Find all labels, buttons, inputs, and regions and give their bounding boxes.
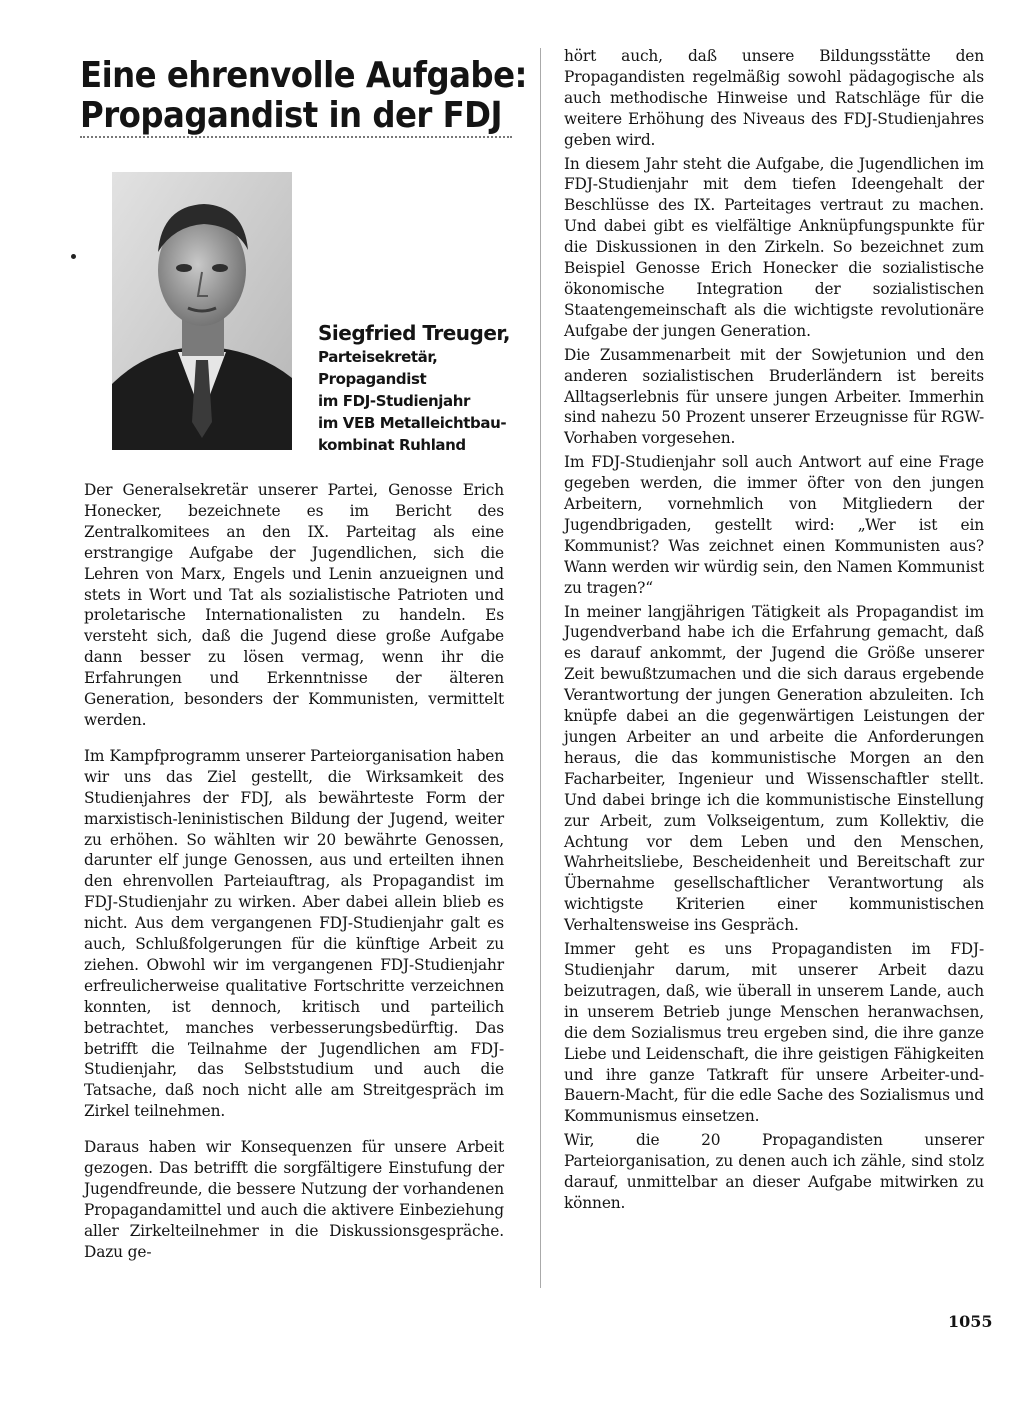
page-number: 1055	[948, 1312, 993, 1331]
body-paragraph: Immer geht es uns Propagandisten im FDJ-Studienjahr darum, mit unserer Arbeit dazu beizutragen, daß, wie überall in unserem Lande, auch in unserem Betrieb junge Menschen heranwachsen, die dem Sozialismus treu ergeben sind, die ihre ganze Liebe und Leidenschaft, die ihre geistigen Fähigkeiten und ihre ganze Tatkraft für unsere Arbeiter-und-Bauern-Macht, für die edle Sache des Sozialismus und Kommunismus einsetzen.	[564, 940, 984, 1126]
body-paragraph: In meiner langjährigen Tätigkeit als Propagandist im Jugendverband habe ich die Erfahrung gemacht, daß es darauf ankommt, der Jugend die Größe unserer Zeit bewußtzumachen und die sich daraus ergebende Verantwortung der jungen Generation abzuleiten. Ich knüpfe dabei an die gegenwärtigen Leistungen der jungen Arbeiter an und arbeite die Anforderungen heraus, die das kommunistische Morgen an den Facharbeiter, Ingenieur und Wissenschaftler stellt. Und dabei bringe ich die kommunistische Einstellung zur Arbeit, zum Volkseigentum, zum Kollektiv, die Achtung vor dem Leben und den Menschen, Wahrheitsliebe, Bescheidenheit und Bereitschaft zur Übernahme gesellschaftlicher Verantwortung als wichtigste Kriterien einer kommunistischen Verhaltensweise ins Gespräch.	[564, 602, 984, 935]
caption-name: Siegfried Treuger,	[318, 321, 510, 345]
body-paragraph: Im Kampfprogramm unserer Parteiorganisation haben wir uns das Ziel gestellt, die Wirksamkeit des Studienjahres der FDJ, als bewährteste Form der marxistisch-leninistischen Bildung der Jugend, weiter zu erhöhen. So wählten wir 20 bewährte Genossen, darunter elf junge Genossen, aus und erteilten ihnen den ehrenvollen Parteiauftrag, als Propagandist im FDJ-Studienjahr zu wirken. Aber dabei allein blieb es nicht. Aus dem vergangenen FDJ-Studienjahr galt es auch, Schlußfolgerungen für die künftige Arbeit zu ziehen. Obwohl wir im vergangenen FDJ-Studienjahr erfreulicherweise qualitative Fortschritte verzeichnen konnten, ist dennoch, kritisch und parteilich betrachtet, manches verbesserungsbedürftig. Das betrifft die Teilnahme der Jugendlichen am FDJ-Studienjahr, das Selbststudium und auch die Tatsache, daß noch nicht alle am Streitgespräch im Zirkel teilnehmen.	[84, 746, 504, 1121]
photo-caption	[318, 320, 528, 456]
caption-line: Propagandist	[318, 370, 427, 388]
print-speck	[71, 254, 76, 259]
headline-line-1: Eine ehrenvolle Aufgabe:	[80, 55, 527, 96]
right-column	[564, 46, 984, 1214]
headline-rule	[80, 136, 512, 138]
portrait-photo	[112, 172, 292, 450]
headline	[80, 55, 527, 136]
left-column	[84, 480, 504, 1263]
caption-line: kombinat Ruhland	[318, 436, 466, 454]
body-paragraph: Wir, die 20 Propagandisten unserer Parteiorganisation, zu denen auch ich zähle, sind stolz darauf, unmittelbar an dieser Aufgabe mitwirken zu können.	[564, 1131, 984, 1212]
body-paragraph: Die Zusammenarbeit mit der Sowjetunion und den anderen sozialistischen Bruderländern ist bereits Alltagserlebnis für unsere jungen Arbeiter. Immerhin sind nahezu 50 Prozent unserer Erzeugnisse für RGW-Vorhaben vorgesehen.	[564, 345, 984, 448]
body-paragraph: Der Generalsekretär unserer Partei, Genosse Erich Honecker, bezeichnete es im Bericht des Zentralkomitees an den IX. Parteitag als eine erstrangige Aufgabe der Jugendlichen, sich die Lehren von Marx, Engels und Lenin anzueignen und stets in Wort und Tat als sozialistische Patrioten und proletarische Internationalisten zu handeln. Es versteht sich, daß die Jugend diese große Aufgabe dann besser zu lösen vermag, wenn ihr die Erfahrungen und Erkenntnisse der älteren Generation, besonders der Kommunisten, vermittelt werden.	[84, 481, 504, 729]
caption-line: im VEB Metalleichtbau-	[318, 414, 507, 432]
caption-line: Parteisekretär,	[318, 348, 438, 366]
headline-line-2: Propagandist in der FDJ	[80, 95, 503, 136]
body-paragraph: Daraus haben wir Konsequenzen für unsere Arbeit gezogen. Das betrifft die sorgfältigere Einstufung der Jugendfreunde, die bessere Nutzung der vorhandenen Propagandamittel und auch die aktivere Einbeziehung aller Zirkelteilnehmer in die Diskussionsgespräche. Dazu ge-	[84, 1138, 504, 1261]
body-paragraph: In diesem Jahr steht die Aufgabe, die Jugendlichen im FDJ-Studienjahr mit dem tiefen Ideengehalt der Beschlüsse des IX. Parteitages vertraut zu machen. Und dabei gibt es vielfältige Anknüpfungspunkte für die Diskussionen in den Zirkeln. So bezeichnet zum Beispiel Genosse Erich Honecker die sozialistische ökonomische Integration der sozialistischen Staatengemeinschaft als die wichtigste revolutionäre Aufgabe der jungen Generation.	[564, 154, 984, 340]
body-paragraph: Im FDJ-Studienjahr soll auch Antwort auf eine Frage gegeben werden, die immer öfter von den jungen Arbeitern, vornehmlich von Mitgliedern der Jugendbrigaden, gestellt wird: „Wer ist ein Kommunist? Was zeichnet einen Kommunisten aus? Wann werden wir würdig sein, den Namen Kommunist zu tragen?“	[564, 453, 984, 597]
body-paragraph: hört auch, daß unsere Bildungsstätte den Propagandisten regelmäßig sowohl pädagogische als auch methodische Hinweise und Ratschläge für die weitere Erhöhung des Niveaus des FDJ-Studienjahres geben wird.	[564, 47, 984, 149]
caption-line: im FDJ-Studienjahr	[318, 392, 471, 410]
portrait-illustration	[112, 172, 292, 450]
column-divider	[540, 48, 541, 1288]
